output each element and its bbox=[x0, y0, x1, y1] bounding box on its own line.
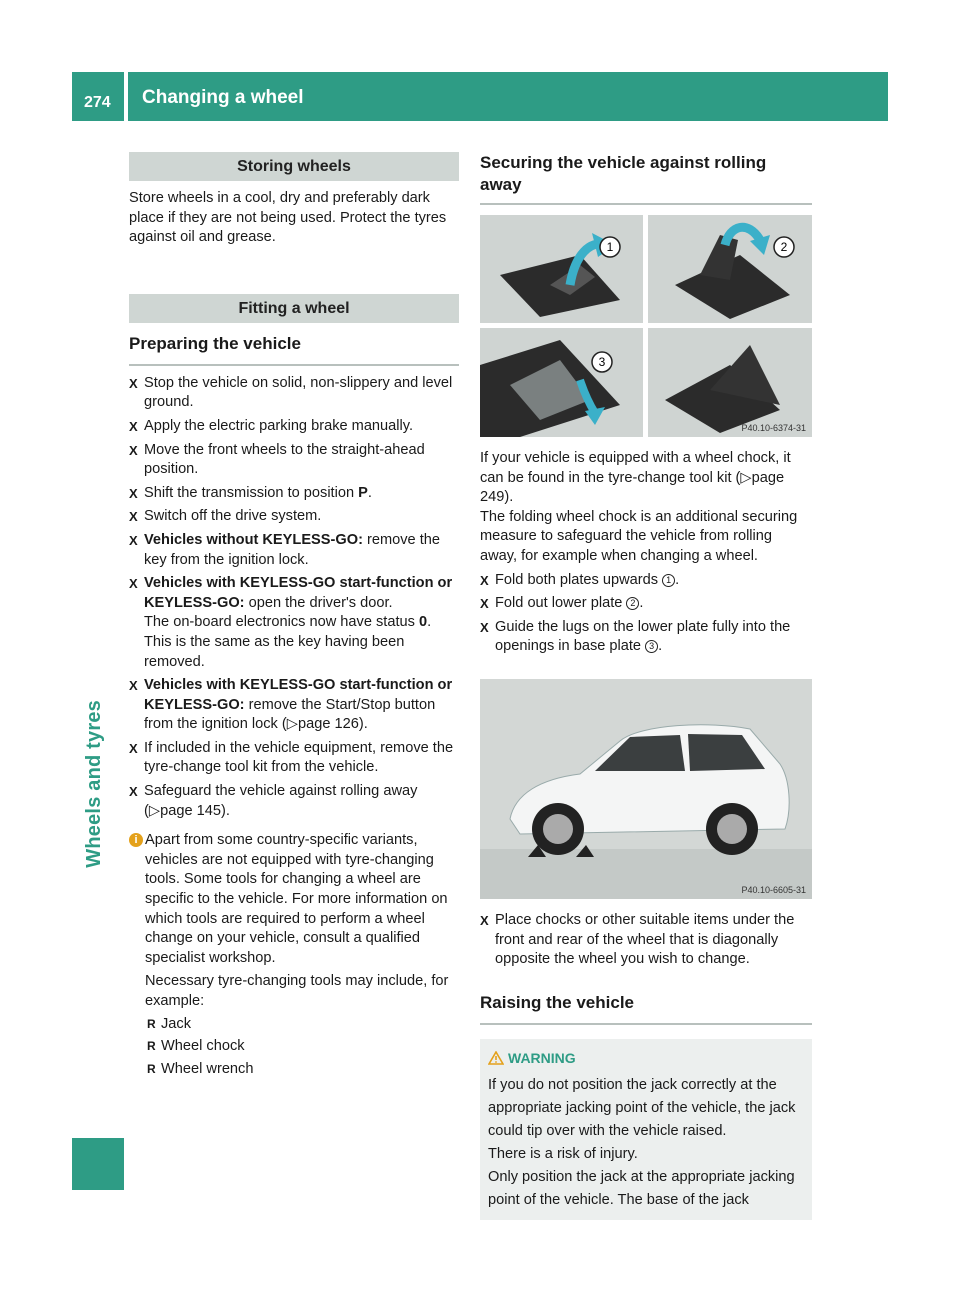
bullet-icon: R bbox=[147, 1039, 156, 1054]
svg-text:2: 2 bbox=[780, 240, 788, 254]
chock-intro-text: If your vehicle is equipped with a wheel chock, it can be found in the tyre-change tool kit (▷page 249). bbox=[480, 450, 791, 506]
step-item: X Fold both plates upwards 1 . bbox=[480, 571, 812, 591]
svg-text:3: 3 bbox=[598, 355, 606, 369]
car-chock-illustration bbox=[480, 679, 812, 899]
page-link[interactable]: page 249 bbox=[480, 469, 785, 506]
side-tab-marker bbox=[72, 1138, 124, 1190]
step-arrow-icon: X bbox=[129, 784, 138, 800]
step-arrow-icon: X bbox=[129, 678, 138, 694]
callout-number: 3 bbox=[645, 640, 658, 653]
list-item: R Jack bbox=[145, 1015, 459, 1035]
info-icon: i bbox=[129, 833, 143, 847]
step-arrow-icon: X bbox=[480, 912, 489, 928]
image-code: P40.10-6374-31 bbox=[741, 423, 806, 433]
step-arrow-icon: X bbox=[480, 596, 489, 612]
warning-title: WARNING bbox=[488, 1049, 804, 1069]
step-arrow-icon: X bbox=[129, 375, 138, 391]
subheading-raising: Raising the vehicle bbox=[480, 992, 812, 1025]
car-illustration-svg bbox=[480, 679, 812, 899]
step-item: X Vehicles with KEYLESS-GO start-function or KEYLESS-GO: remove the Start/Stop button from the ignition lock (▷page 126). bbox=[129, 677, 453, 733]
step-item: X Switch off the drive system. bbox=[129, 507, 459, 527]
step-item: X Shift the transmission to position P. bbox=[129, 484, 459, 504]
wheel-chock-illustration-svg bbox=[480, 215, 812, 437]
step-arrow-icon: X bbox=[129, 576, 138, 592]
step-arrow-icon: X bbox=[129, 509, 138, 525]
page-ref-arrow-icon: ▷ bbox=[286, 716, 298, 733]
page-ref-arrow-icon: ▷ bbox=[148, 802, 161, 819]
step-item: X Fold out lower plate 2 . bbox=[480, 594, 812, 614]
step-item: X Guide the lugs on the lower plate fully into the openings in base plate 3 . bbox=[480, 618, 791, 655]
step-arrow-icon: X bbox=[480, 619, 489, 635]
bullet-icon: R bbox=[147, 1016, 156, 1031]
warning-box bbox=[480, 1039, 812, 1221]
step-arrow-icon: X bbox=[480, 572, 489, 588]
warning-text: If you do not position the jack correctly at the appropriate jacking point of the vehicle, the jack could tip over with the vehicle raised. bbox=[488, 1077, 796, 1140]
svg-text:1: 1 bbox=[606, 240, 614, 254]
section-heading-storing: Storing wheels bbox=[129, 152, 459, 181]
step-arrow-icon: X bbox=[129, 418, 138, 434]
page-link[interactable]: page 145 bbox=[160, 802, 221, 819]
step-item: X Stop the vehicle on solid, non-slippery and level ground. bbox=[129, 374, 453, 411]
wheel-chock-illustration bbox=[480, 215, 812, 437]
callout-number: 2 bbox=[626, 597, 639, 610]
side-tab-label: Wheels and tyres bbox=[83, 700, 105, 868]
chapter-title: Changing a wheel bbox=[142, 87, 304, 108]
step-item: X Apply the electric parking brake manually. bbox=[129, 417, 459, 437]
step-item: X Move the front wheels to the straight-ahead position. bbox=[129, 441, 425, 478]
storing-text: Store wheels in a cool, dry and preferably dark place if they are not being used. Protect the tyres against oil and grease. bbox=[129, 190, 447, 246]
warning-risk: There is a risk of injury. bbox=[488, 1146, 638, 1163]
step-item: X Safeguard the vehicle against rolling away (▷page 145). bbox=[129, 783, 418, 819]
page-link[interactable]: page 126 bbox=[298, 716, 359, 733]
chock-description: The folding wheel chock is an additional securing measure to safeguard the vehicle from rolling away, for example when changing a wheel. bbox=[480, 508, 798, 564]
page-ref-arrow-icon: ▷ bbox=[740, 469, 752, 486]
step-arrow-icon: X bbox=[129, 485, 138, 501]
step-item: X Vehicles with KEYLESS-GO start-function or KEYLESS-GO: open the driver's door. The on-board electronics now have status 0. This is the same as the key having been removed. bbox=[129, 575, 453, 670]
step-arrow-icon: X bbox=[129, 532, 138, 548]
page-number: 274 bbox=[84, 94, 111, 111]
step-arrow-icon: X bbox=[129, 442, 138, 458]
step-item: X Vehicles without KEYLESS-GO: remove the key from the ignition lock. bbox=[129, 531, 441, 568]
step-arrow-icon: X bbox=[129, 740, 138, 756]
info-note: i Apart from some country-specific variants, vehicles are not equipped with tyre-changing tools. Some tools for changing a wheel are specific to the vehicle. For more information on which tools are required to perform a wheel change on your vehicle, consult a qualified specialist workshop. Necessary tyre-changing tools may include, for example: R Jack R Wheel chock R Wheel wrench bbox=[129, 831, 459, 1079]
callout-number: 1 bbox=[662, 574, 675, 587]
left-column bbox=[129, 152, 459, 1079]
tool-list bbox=[145, 1015, 459, 1080]
section-heading-fitting: Fitting a wheel bbox=[129, 294, 459, 323]
right-column bbox=[480, 152, 812, 1220]
list-item: R Wheel chock bbox=[145, 1037, 459, 1057]
step-item: X If included in the vehicle equipment, remove the tyre-change tool kit from the vehicle. bbox=[129, 739, 454, 776]
image-code: P40.10-6605-31 bbox=[741, 884, 806, 895]
warning-instruction: Only position the jack at the appropriate jacking point of the vehicle. The base of the jack bbox=[488, 1169, 795, 1209]
preparation-steps bbox=[129, 374, 459, 821]
step-item: X Place chocks or other suitable items under the front and rear of the wheel that is diagonally opposite the wheel you wish to change. bbox=[480, 911, 795, 968]
list-item: R Wheel wrench bbox=[145, 1060, 459, 1080]
bullet-icon: R bbox=[147, 1061, 156, 1076]
subheading-securing: Securing the vehicle against rolling away bbox=[480, 152, 812, 205]
warning-triangle-icon bbox=[488, 1051, 504, 1065]
subheading-preparing: Preparing the vehicle bbox=[129, 333, 459, 366]
